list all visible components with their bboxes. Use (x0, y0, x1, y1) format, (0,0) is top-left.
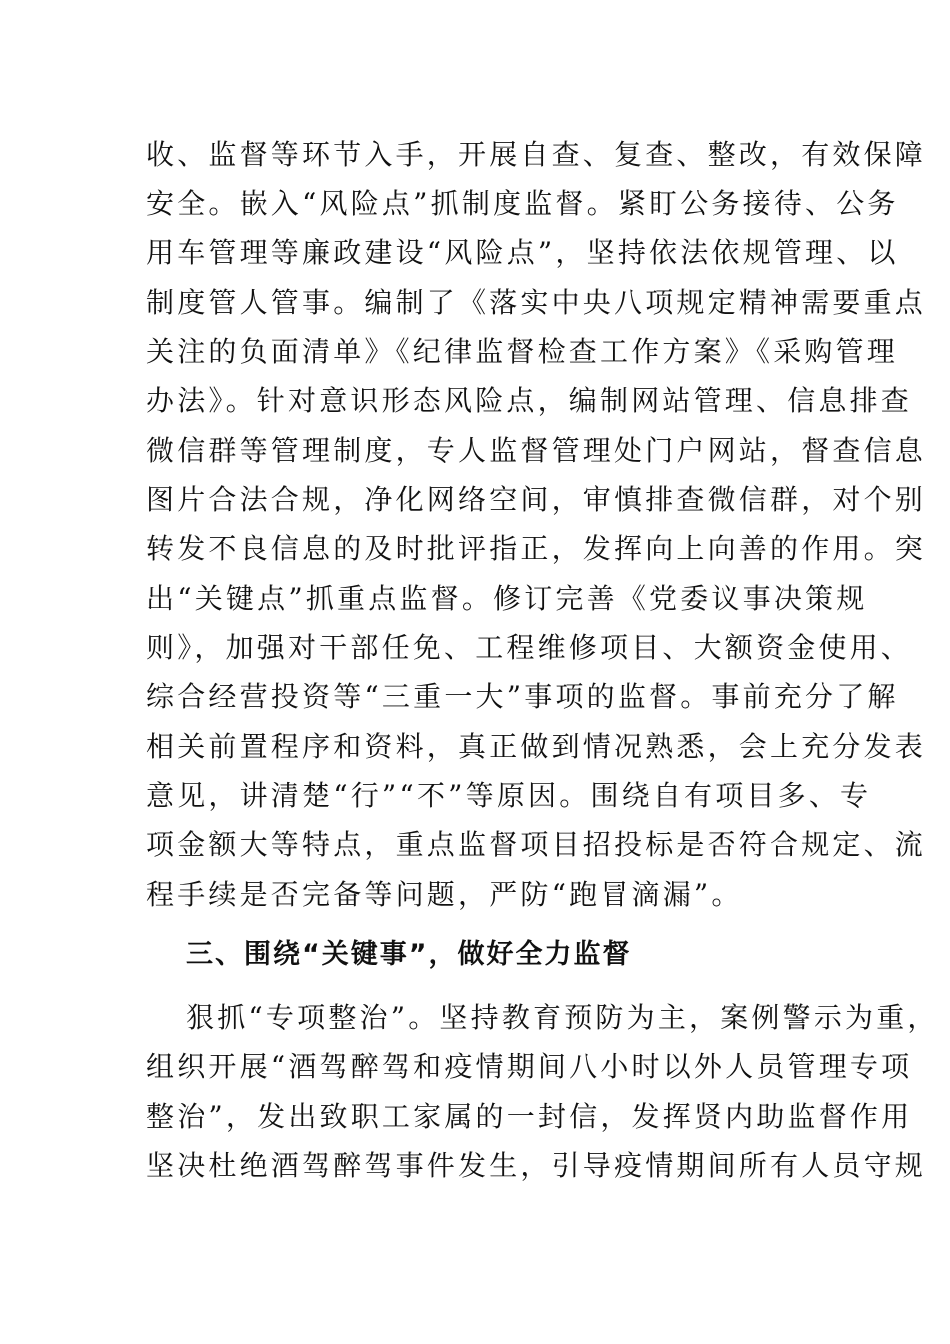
body-text-line: 制度管人管事。编制了《落实中央八项规定精神需要重点 (146, 286, 927, 319)
body-text-line: 组织开展“酒驾醉驾和疫情期间八小时以外人员管理专项 (146, 1050, 913, 1083)
body-text-line: 关注的负面清单》《纪律监督检查工作方案》《采购管理 (146, 335, 899, 368)
body-text-line: 相关前置程序和资料，真正做到情况熟悉，会上充分发表 (146, 730, 927, 763)
body-text-line: 则》，加强对干部任免、工程维修项目、大额资金使用、 (146, 631, 913, 664)
body-text-line: 狠抓“专项整治”。坚持教育预防为主，案例警示为重， (186, 1001, 939, 1034)
body-text-line: 收、监督等环节入手，开展自查、复查、整改，有效保障 (146, 138, 927, 171)
body-text-line: 意见，讲清楚“行”“不”等原因。围绕自有项目多、专 (146, 779, 872, 812)
body-text-line: 项金额大等特点，重点监督项目招投标是否符合规定、流 (146, 828, 927, 861)
body-text-line: 坚决杜绝酒驾醉驾事件发生，引导疫情期间所有人员守规 (146, 1149, 927, 1182)
section-heading: 三、围绕“关键事”，做好全力监督 (186, 939, 632, 970)
body-text-line: 转发不良信息的及时批评指正，发挥向上向善的作用。突 (146, 532, 927, 565)
body-text-line: 程手续是否完备等问题，严防“跑冒滴漏”。 (146, 878, 743, 911)
body-text-line: 安全。嵌入“风险点”抓制度监督。紧盯公务接待、公务 (146, 187, 899, 220)
body-text-line: 微信群等管理制度，专人监督管理处门户网站，督查信息 (146, 434, 927, 467)
body-text-line: 出“关键点”抓重点监督。修订完善《党委议事决策规 (146, 582, 868, 615)
body-text-line: 图片合法合规，净化网络空间，审慎排查微信群，对个别 (146, 483, 927, 516)
body-text-line: 用车管理等廉政建设“风险点”，坚持依法依规管理、以 (146, 236, 899, 269)
body-text-line: 综合经营投资等“三重一大”事项的监督。事前充分了解 (146, 680, 899, 713)
body-text-line: 整治”，发出致职工家属的一封信，发挥贤内助监督作用 (146, 1100, 913, 1133)
body-text-line: 办法》。针对意识形态风险点，编制网站管理、信息排查 (146, 384, 913, 417)
